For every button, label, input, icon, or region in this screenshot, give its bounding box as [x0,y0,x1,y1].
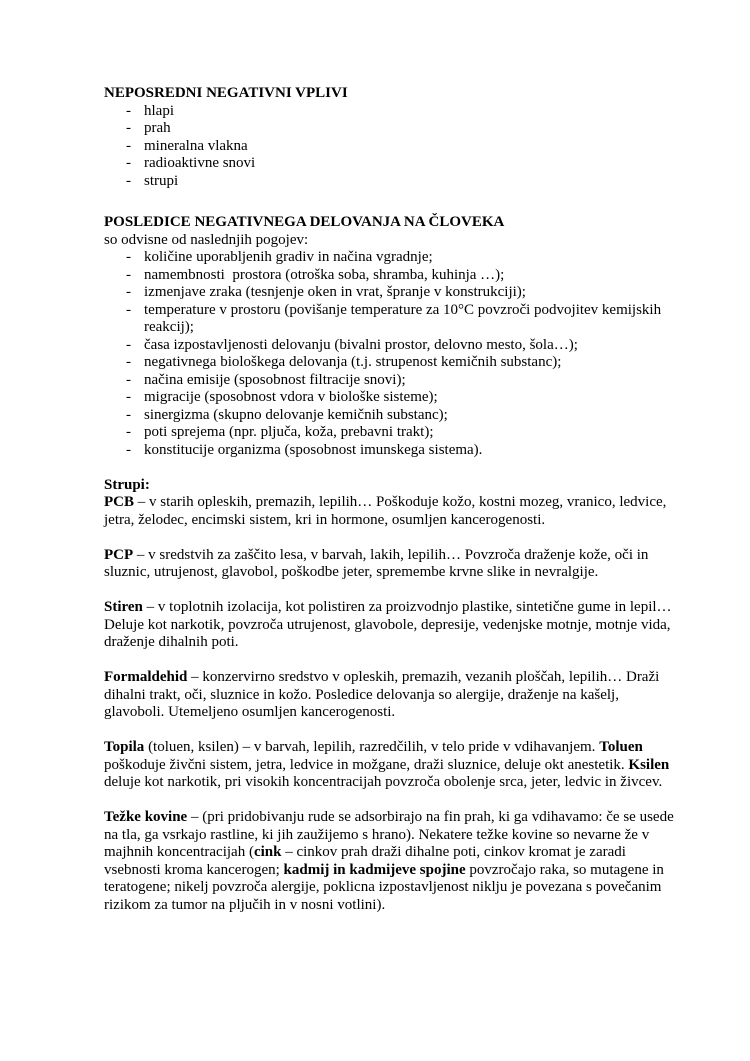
consequences-list [104,249,678,459]
list-item: - izmenjave zraka (tesnjenje oken in vrat, špranje v konstrukciji); [104,284,678,302]
bold-term: kadmij in kadmijeve spojine [283,861,466,878]
list-item: - načina emisije (sposobnost filtracije snovi); [104,372,678,390]
text-segment: (toluen, ksilen) – v barvah, lepilih, razredčilih, v telo pride v vdihavanjem. [144,739,600,755]
list-item: - temperature v prostoru (povišanje temperature za 10°C povzroči podvojitev kemijskih reakcij); [104,302,678,337]
bold-term: Stiren [104,599,143,615]
text-segment: – (pri pridobivanju rude se adsorbirajo na fin prah, ki ga vdihavamo: če se usede na tla, ga vsrkajo rastline, ki jih zaužijemo s hrano). Nekatere težke kovine so nevarne že v majhnih koncentracijah ( [104,809,674,860]
bold-term: PCP [104,546,134,563]
list-item: - poti sprejema (npr. pljuča, koža, prebavni trakt); [104,424,678,442]
toxins-paragraphs [104,494,678,914]
section-toxins [104,477,678,915]
section-consequences [104,214,678,459]
paragraph-topila [104,739,678,792]
paragraph-pcb [104,494,678,529]
direct-impacts-list [104,103,678,191]
bold-term: Toluen [599,739,643,755]
bold-term: Formaldehid [104,669,188,685]
bold-term: Topila [104,739,145,755]
list-item: - prah [104,120,678,138]
list-item: - časa izpostavljenosti delovanju (bivalni prostor, delovno mesto, šola…); [104,337,678,355]
toxins-heading: Strupi: [104,476,150,493]
list-item: - radioaktivne snovi [104,155,678,173]
text-segment: – v toplotnih izolacija, kot polistiren za proizvodnjo plastike, sintetične gume in lepil… Deluje kot narkotik, povzroča utrujenost, glavobole, depresije, vedenjske motnje, motnje vida, draženje dihalnih poti. [104,599,672,650]
document-page [104,85,678,932]
paragraph-stiren [104,599,678,652]
text-segment: – v starih opleskih, premazih, lepilih… Poškoduje kožo, kostni mozeg, vranico, ledvice, jetra, želodec, encimski sistem, kri in hormone, osumljen kancerogenosti. [104,494,667,528]
list-item: - hlapi [104,103,678,121]
consequences-heading: POSLEDICE NEGATIVNEGA DELOVANJA NA ČLOVEKA [104,214,505,230]
list-item: - mineralna vlakna [104,138,678,156]
paragraph-tezke-kovine [104,809,678,914]
bold-term: PCB [104,494,134,510]
list-item: - negativnega biološkega delovanja (t.j. strupenost kemičnih substanc); [104,354,678,372]
text-segment: – cinkov prah draži dihalne poti, cinkov kromat je zaradi vsebnosti kroma kancerogen; [104,844,626,878]
paragraph-pcp [104,547,678,582]
bold-term: cink [253,844,282,860]
text-segment: deluje kot narkotik, pri visokih koncentracijah povzroča obolenje srca, jeter, ledvic in živcev. [104,774,663,790]
section-direct-impacts [104,85,678,190]
paragraph-formaldehid [104,669,678,722]
text-segment: – v sredstvih za zaščito lesa, v barvah, lakih, lepilih… Povzroča draženje kože, oči in sluznic, utrujenost, glavobol, poškodbe jeter, spremembe krvne slike in nevralgije. [104,546,649,580]
consequences-intro: so odvisne od naslednjih pogojev: [104,231,309,248]
list-item: - namembnosti prostora (otroška soba, shramba, kuhinja …); [104,267,678,285]
text-segment: – konzervirno sredstvo v opleskih, premazih, vezanih ploščah, lepilih… Draži dihalni trakt, oči, sluznice in kožo. Posledice delovanja so alergije, draženje na kašelj, glavoboli. Utemeljeno osumljen kancerogenosti. [104,669,660,720]
bold-term: Težke kovine [104,809,188,825]
list-item: - količine uporabljenih gradiv in načina vgradnje; [104,249,678,267]
text-segment: poškoduje živčni sistem, jetra, ledvice in možgane, draži sluznice, deluje okt anestetik. [104,756,629,773]
list-item: - sinergizma (skupno delovanje kemičnih substanc); [104,407,678,425]
direct-impacts-heading: NEPOSREDNI NEGATIVNI VPLIVI [104,85,348,101]
text-segment: povzročajo raka, so mutagene in teratogene; nikelj povzroča alergije, poklicna izpostavljenost niklju je povezana s povečanim rizikom za tumor na pljučih in v nosni votlini). [104,861,664,913]
list-item: - migracije (sposobnost vdora v biološke sisteme); [104,389,678,407]
bold-term: Ksilen [628,756,670,773]
list-item: - konstitucije organizma (sposobnost imunskega sistema). [104,442,678,460]
list-item: - strupi [104,173,678,191]
